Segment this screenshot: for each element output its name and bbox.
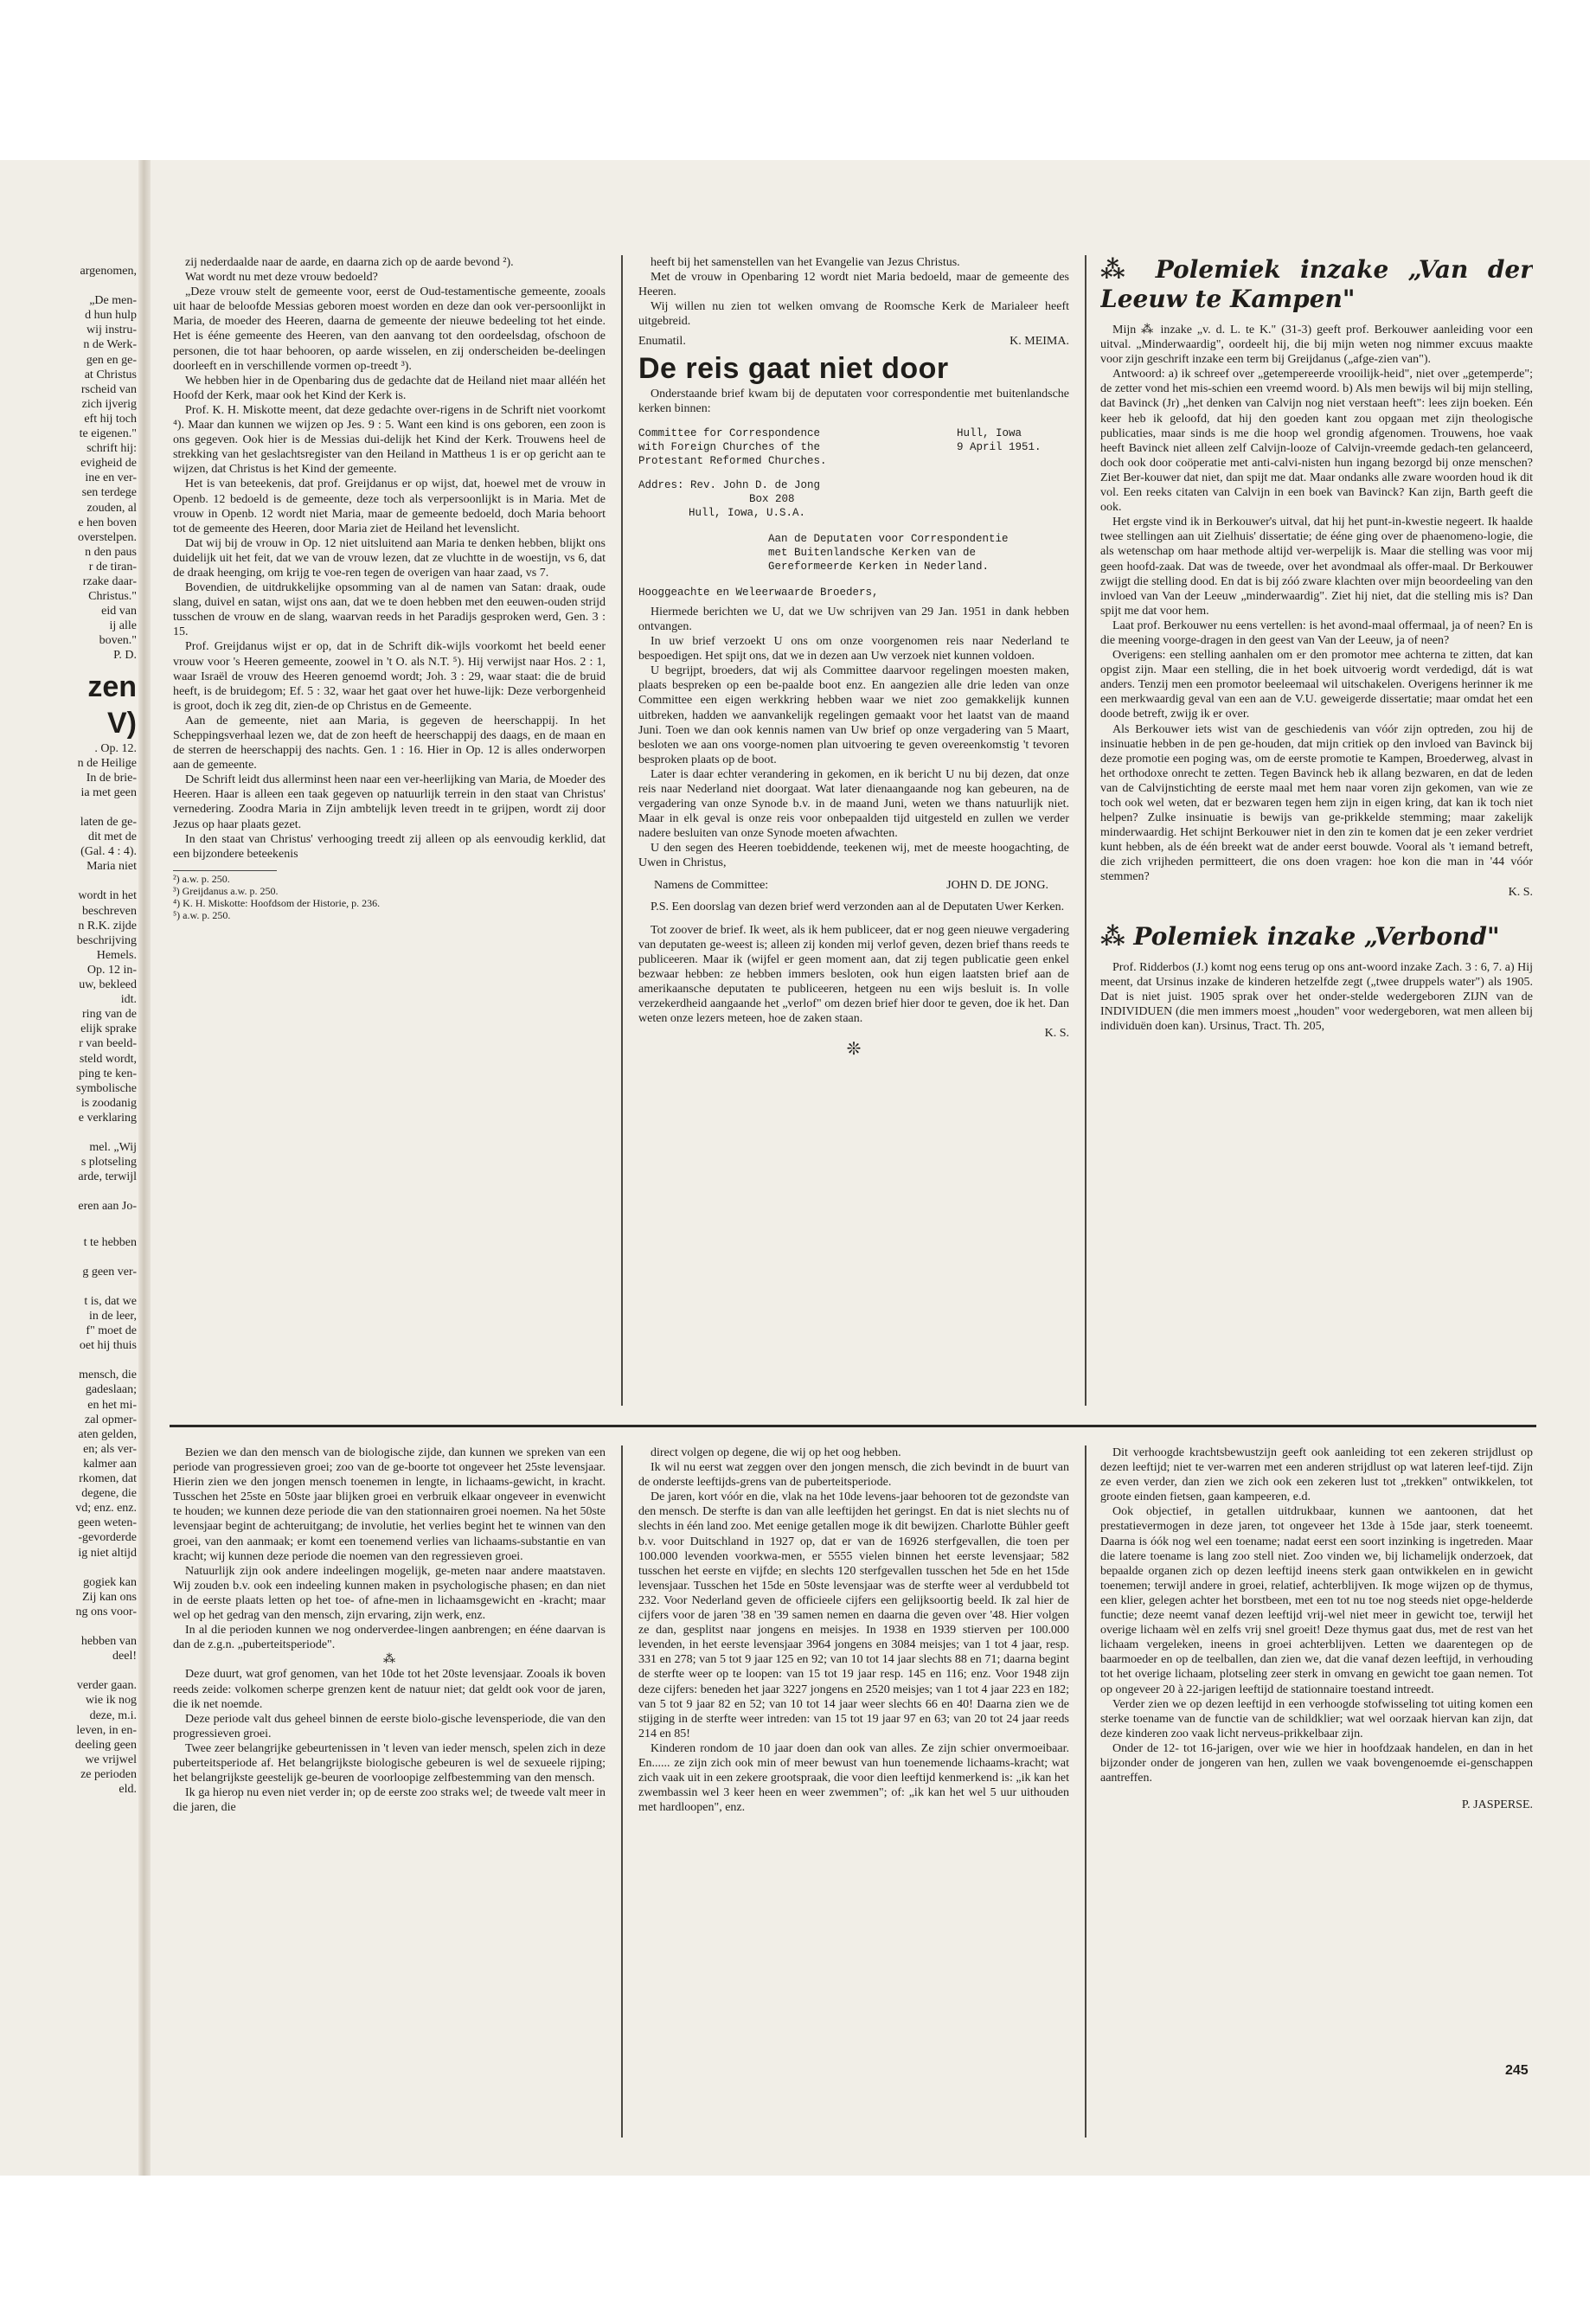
page-gutter xyxy=(138,160,151,2176)
column-rule-4 xyxy=(1085,1445,1086,2138)
fragment-line: argenomen, xyxy=(80,265,137,278)
fragment-line: e hen boven xyxy=(78,516,137,529)
fragment-line: wordt in het xyxy=(78,889,137,903)
paragraph: heeft bij het samenstellen van het Evangelie van Jezus Christus. xyxy=(651,256,960,269)
fragment-line: en; als ver- xyxy=(83,1442,137,1456)
paragraph: We hebben hier in de Openbaring dus de gedachte dat de Heiland niet maar alléén het Hoofd der Kerk, maar ook het Kind der Kerk is. xyxy=(173,374,606,402)
fragment-line: idt. xyxy=(120,993,137,1007)
letter-paragraph: U begrijpt, broeders, dat wij als Committee daarvoor regelingen moesten maken, plaats bespreken op een be-paalde boot enz. En aangezien alle drie leden van onze Committee een eigen werkkring hebben waar we niet zoo gemakkelijk kunnen uitbreken, hadden we aanvankelijk regelingen gemaakt voor het laatst van de maand Juni. Toen we dan ook kennis namen van Uw brief op onze vergadering van 5 Maart, besloten we aan ons voorge-nomen plan uitvoering te geven overeenkomstig 't tevoren besproken plaats op de boot. xyxy=(638,664,1069,766)
polemiek-title-1: ⁂ Polemiek inzake „Van der Leeuw te Kampen" xyxy=(1100,255,1533,313)
paragraph: Ik ga hierop nu even niet verder in; op de eerste zoo straks wel; de tweede valt meer in die jaren, die xyxy=(173,1786,606,1815)
column-maria-article xyxy=(173,255,606,1423)
fragment-line: steld wordt, xyxy=(79,1052,137,1066)
paragraph: Overigens: een stelling aanhalen om er den promotor mee achterna te zitten, dat kan opgist zijn. Maar een stelling, die in het boek uitvoerig wordt verdedigd, dát is wat anders. Tenzij men een promotor beeleemaal wil uitschakelen. Overigens herinner ik me een merkwaardig geval van een aan de V.U. geweigerde dissertatie; maar omdat het een doode betreft, zwijg ik er over. xyxy=(1100,649,1533,721)
fragment-line: elijk sprake xyxy=(80,1022,137,1036)
fragment-line: n R.K. zijde xyxy=(78,919,137,933)
paragraph: zij nederdaalde naar de aarde, en daarna zich op de aarde bevond ²). xyxy=(185,256,514,269)
afterword-signature: K. S. xyxy=(1044,1027,1069,1041)
fragment-line: ij alle xyxy=(109,619,137,633)
paragraph: Het is van beteekenis, dat prof. Greijdanus er op wijst, dat, hoewel met de vrouw in Openb. 12 bedoeld is de gemeente, deze toch als verpersoonlijkt is in Maria. Met de vrouw in Openb. 12 wordt niet Maria, maar de gemeente bedoeld, doch Maria behoort tot de gemeente des Heeren, door Maria ziet de Heiland het levenslicht. xyxy=(173,478,606,535)
paragraph: Bezien we dan den mensch van de biologische zijde, dan kunnen we spreken van een periode van progressieven groei; zoo van de ge-boorte tot ongeveer het 25ste levensjaar. Hierin zien we den jongen mensch toenemen in lengte, in lichaams-gewicht, in kracht. Tusschen het 25ste en 50ste jaar blijken groei en verbruik elkaar ongeveer in evenwicht te houden; we kunnen deze periode die van den stationnairen groei noemen. Na het 50ste levensjaar begint de achteruitgang; de involutie, het verlies begint het te winnen van den groei, van den aanmaak; er komt een toenemend verlies van lichaams-substantie en van kracht; wij kunnen deze periode die noemen van den regressieven groei. xyxy=(173,1446,606,1563)
fragment-line: -gevorderde xyxy=(78,1531,137,1545)
left-fragment-heading-1: zen xyxy=(87,670,137,703)
fragment-line: oet hij thuis xyxy=(79,1339,137,1353)
paragraph: Deze duurt, wat grof genomen, van het 10de tot het 20ste levensjaar. Zooals ik boven reeds zeide: volkomen scherpe grenzen kent de natuur niet; dat geldt ook voor de jaren, die ik net noemde. xyxy=(173,1668,606,1711)
fragment-line: ring van de xyxy=(82,1008,137,1022)
fragment-line: vd; enz. enz. xyxy=(75,1502,137,1516)
fragment-line: „De men- xyxy=(89,294,137,308)
fragment-line: eid van xyxy=(101,605,137,619)
maria-article-end xyxy=(638,255,1069,329)
fragment-line: boven." xyxy=(99,634,137,648)
paragraph: direct volgen op degene, die wij op het oog hebben. xyxy=(651,1446,901,1459)
fragment-line: at Christus xyxy=(84,368,137,381)
polemiek-body-1 xyxy=(1100,323,1533,885)
fragment-line: degene, die xyxy=(81,1487,137,1501)
paragraph: De Schrift leidt dus allerminst heen naar een ver-heerlijking van Maria, de Moeder des Heeren. Haar is alleen een taak gegeven op natuurlijk terrein in den staat van Christus' vernedering. Zoodra Maria in Zijn ambtelijk leven treedt in te grijpen, wordt zij door Jezus op haar plaats gezet. xyxy=(173,773,606,831)
fragment-line: wij instru- xyxy=(87,324,137,337)
fragment-line xyxy=(0,1619,137,1634)
fragment-line: in de leer, xyxy=(88,1310,137,1323)
paragraph: Bovendien, de uitdrukkelijke opsomming van al de namen van Satan: draak, oude slang, duivel en satan, wijst ons aan, dat we te doen hebben met den eeuwen-ouden strijd tusschen de vrouw en de slang, waarvan reeds in het Paradijs gesproken werd, Gen. 3 : 15. xyxy=(173,581,606,639)
paragraph: „Deze vrouw stelt de gemeente voor, eerst de Oud-testamentische gemeente, zooals uit haar de beloofde Messias geboren moest worden en deze dan ook ver-persoonlijkt in Maria, de moeder des Heeren, daarna de gemeente der nieuwe bedeeling tot het einde. Het is ééne gemeente des Heeren, van den aanvang tot den oordeelsdag, ofschoon de personen, die tot haar behooren, op aarde wisselen, en zij onderscheiden be-deelingen doorleeft en in verschillende vormen op-treedt ³). xyxy=(173,285,606,373)
fragment-line: deze, m.i. xyxy=(89,1708,137,1722)
fragment-line: verder gaan. xyxy=(76,1679,137,1693)
fragment-line: Hemels. xyxy=(96,948,137,962)
letter-paragraph: In uw brief verzoekt U ons om onze voorgenomen reis naar Nederland te bespoedigen. Het spijt ons, dat we in dezen aan Uw verzoek niet kunnen voldoen. xyxy=(638,635,1069,663)
paragraph: Prof. K. H. Miskotte meent, dat deze gedachte over-rigens in de Schrift niet voorkomt ⁴). Maar dan kunnen we wijzen op Jes. 9 : 5. Want een kind is ons geboren, een zoon is ons gegeven. Ook hier is de Messias dui-delijk het Kind der Kerk. Trouwens heel de strekking van het geslachtsregister van den Heiland in Mattheus 1 is er op gericht aan te wijzen, dat Christus is het Kind der gemeente. xyxy=(173,403,606,477)
fragment-line: eft hij toch xyxy=(84,412,137,426)
fragment-line: arde, terwijl xyxy=(78,1170,137,1184)
fragment-line: t is, dat we xyxy=(84,1294,137,1308)
paragraph: Als Berkouwer iets wist van de geschiedenis van vóór zijn optreden, zou hij de insinuatie hebben in de pen ge-houden, dat mijn critiek op den invloed van Bavinck bij deze promotie een poging was, om de eerste promotie te Kampen, Broederweg, alvast in het orthodoxe onrecht te zetten. Tegen Bavinck heb ik allang bezwaren, en dat de leden van de Calvijnstichting de eerste maal met hem naar voren zijn gekomen, van wie ze toch ook wel weten, dat er bezwaren tegen hem zijn in eigen kring, dat kan ik toch niet helpen? Zulke insinuatie is bewijs van ge-prikkelde stemming; maar zakelijk minderwaardig. Het schijnt Berkouwer niet in den zin te komen dat je een zeker verdriet kunt hebben, als de één breekt wat de ander eerst bouwde. Vooral als 't iemand betreft, die zich vrijheden permitteert, die ons doen vragen: hoe kon die man in '44 vóór stemmen? xyxy=(1100,722,1533,884)
fragment-line: deeling geen xyxy=(74,1738,137,1752)
fragment-line: rscheid van xyxy=(80,382,137,396)
fragment-line: s plotseling xyxy=(80,1156,137,1170)
polemiek-body-2: Prof. Ridderbos (J.) komt nog eens terug op ons ant-woord inzake Zach. 3 : 6, 7. a) Hij meent, dat Ursinus inzake de kinderen hetzelfde zegt („twee druppels water") als 1905. Dat is niet juist. 1905 sprak over het onder-stelde wedergeboren ZIJN van de INDIVIDUEN (die men immers moest „houden" voor wedergeboren, wat men alleen bij individuën doen kan). Ursinus, Tract. Th. 205, xyxy=(1100,960,1533,1034)
paragraph: In al die perioden kunnen we nog onderverdee-lingen aanbrengen; en ééne daarvan is dan de z.g.n. „puberteitsperiode". xyxy=(173,1624,606,1652)
fragment-line: ze perioden xyxy=(80,1767,137,1781)
paragraph: Dat wij bij de vrouw in Op. 12 niet uitsluitend aan Maria te denken hebben, blijkt ons duidelijk uit het feit, dat we van de vrouw lezen, dat ze vluchtte in de woestijn, vs 6, dat de draak heenging, om krijg te voe-ren tegen de overigen van haar zaad, vs 7. xyxy=(173,536,606,580)
paragraph: Wat wordt nu met deze vrouw bedoeld? xyxy=(185,271,378,285)
paragraph: Ik wil nu eerst wat zeggen over den jongen mensch, die zich bevindt in de buurt van de onderste leeftijds-grens van de puberteitsperiode. xyxy=(638,1461,1069,1490)
fragment-line: hebben van xyxy=(80,1635,137,1649)
footnote: ⁵) a.w. p. 250. xyxy=(173,908,231,921)
fragment-line: gen en ge- xyxy=(86,353,137,367)
fragment-line: ia met geen xyxy=(80,785,137,799)
fragment-line xyxy=(0,1279,137,1294)
fragment-line: we vrijwel xyxy=(85,1753,137,1766)
fragment-line: zouden, al xyxy=(87,501,137,515)
column-rule-2 xyxy=(1085,255,1086,1406)
paragraph: Verder zien we op dezen leeftijd in een verhoogde stofwisseling tot uiting komen een sterke toename van de functie van de schildklier; wat wel oorzaak hiervan kan zijn, dat deze kinderen zoo vaak licht nerveus-prikkelbaar zijn. xyxy=(1100,1697,1533,1740)
fragment-line: t te hebben xyxy=(83,1235,137,1249)
maria-article-body xyxy=(173,255,606,862)
fragment-line: en het mi- xyxy=(87,1398,137,1412)
fragment-line: symbolische xyxy=(76,1081,137,1095)
fragment-line: sen terdege xyxy=(81,486,137,500)
fragment-line: Christus." xyxy=(88,590,137,604)
left-page-fragment xyxy=(0,160,137,2176)
fragment-line: dit met de xyxy=(88,830,137,844)
column-rule-3 xyxy=(621,1445,623,2138)
paragraph: Twee zeer belangrijke gebeurtenissen in 't leven van ieder mensch, spelen zich in deze puberteitsperiode af. Het belangrijkste biologische gebeuren is wel de sexueele rijping; het belangrijkste geestelijk ge-beuren de voorloopige zelfbestemming van den mensch. xyxy=(173,1741,606,1785)
fragment-line: schrift hij: xyxy=(87,442,137,456)
fragment-line: gadeslaan; xyxy=(85,1383,137,1397)
fragment-line xyxy=(0,1353,137,1368)
fragment-line: d hun hulp xyxy=(85,309,137,323)
left-fragment-bottom xyxy=(0,1235,137,1798)
meima-signoff xyxy=(638,334,1069,349)
fragment-line: ping te ken- xyxy=(79,1067,137,1080)
polemiek-signature-1: K. S. xyxy=(1508,885,1533,899)
letter-header: Committee for Correspondence Hull, Iowa with Foreign Churches of the 9 April 1951. Protestant Reformed Churches. Addres: Rev. John D. de Jong Box 208 Hull, Iowa, U.S.A. Aan de Deputaten voor Correspondentie met Buitenlandsche Kerken van de Gereformeerde Kerken in Nederland. Hooggeachte en Weleerwaarde Broeders, xyxy=(638,426,1042,599)
fragment-line xyxy=(0,1125,137,1140)
jasperse-signature: P. JASPERSE. xyxy=(1461,1798,1533,1812)
author-signature: K. MEIMA. xyxy=(1010,335,1069,349)
fragment-line: e verklaring xyxy=(78,1111,137,1125)
fragment-line: mel. „Wij xyxy=(89,1141,137,1155)
fragment-line: eld. xyxy=(119,1783,137,1796)
paragraph: Aan de gemeente, niet aan Maria, is gegeven de heerschappij. In het Scheppingsverhaal lezen we, dat de zon heeft de heerschappij des daags, en de maan en de sterren de heerschappij des nachts. Gen. 1 : 16. Hier in Op. 12 is alles onderworpen aan de gemeente. xyxy=(173,714,606,772)
paragraph: Ook objectief, in getallen uitdrukbaar, kunnen we aantoonen, dat het prestatievermogen in deze jaren, tot ongeveer het 13de à 15de jaar, sterk toeneemt. Daarna is óók nog wel een toename; nadat eerst een soort inzinking is ingetreden. Maar die latere toename is lang zoo stell niet. Zoo vinden we, bij lichamelijk onderzoek, dat bepaalde organen zich op dezen leeftijd ineens sterk gaan ontwikkelen en in gewicht toenemen; terwijl andere in groei, relatief, achterblijven. Ik moge wijzen op de thymus, een klier, gelegen achter het borstbeen, met een tot nu toe nog steeds niet opge-helderde functie; deze neemt vanaf dezen leeftijd vrij-wel niet meer in gewicht toe, terwijl het overige lichaam wèl en zelfs vrij snel groeit! Deze thymus gaat dus, met de rest van het lichaam vergeleken, ineens in groei achterblijven. Letten we daarentegen op de baarmoeder en op de teelballen, dan zien we, dat die vanaf dezen leeftijd, in verhouding tot het overige lichaam, plotseling zeer sterk in omvang en gewicht toe gaan nemen. Tot op ongeveer 20 à 22-jarigen leeftijd de stationnaire toestand intreedt. xyxy=(1100,1505,1533,1696)
fragment-line: uw, bekleed xyxy=(79,978,137,992)
paragraph: Antwoord: a) ik schreef over „getempereerde vrooilijk-heid", niet over „getemperde"; de zetter vond het mis-schien een vreemd woord. b) Als men bewijs wil bij mijn stelling, dat Bavinck (Jr) „het denken van Calvijn nog niet verstaan heeft": lees zijn boeken. Eén keer heb ik geloofd, dat hij den goeden kant zou opgaan met zijn theologische publicaties, maar sinds is me die hoop wel grondig afgenomen. Trouwens, hoe vaak heeft Bavinck niet alleen zelf Calvijn-looze of Calvijn-vreemde gedach-ten gelanceerd, doch ook door coöperatie met anti-calvi-nisten hun ingang bezorgd bij onze menschen? Ziet Ber-kouwer dat niet, dan spijt me dat. Maar ondanks alle zware woorden houd ik dit vol. Een reeks citaten van Calvijn in een boek van Bavinck? Kan zijn, Barth geeft die ook. xyxy=(1100,368,1533,515)
paragraph: Kinderen rondom de 10 jaar doen dan ook van alles. Ze zijn schier onvermoeibaar. En...... ze zijn zich ook min of meer bewust van hun toenemende lichaams-kracht; wat zich vaak uit in een zekere grootspraak, die voor dien leeftijd kenmerkend is: „ik kan het zwembassin wel 3 keer heen en weer zwemmen"; of: „ik kan het wel 5 uur uithouden met hardloopen", enz. xyxy=(638,1741,1069,1815)
fragment-line: zal opmer- xyxy=(85,1413,137,1426)
fragment-line: deel! xyxy=(112,1650,137,1663)
fragment-line: r van beeld- xyxy=(79,1037,137,1051)
left-fragment-middle xyxy=(0,741,137,1215)
footnotes xyxy=(173,870,381,921)
bottom-column-1 xyxy=(173,1445,606,2155)
fragment-line: r de tiran- xyxy=(88,560,137,574)
fragment-line: wie ik nog xyxy=(85,1694,137,1708)
paragraph: Met de vrouw in Openbaring 12 wordt niet Maria bedoeld, maar de gemeente des Heeren. xyxy=(638,271,1069,299)
fragment-line: kalmer aan xyxy=(83,1457,137,1471)
paragraph: Prof. Greijdanus wijst er op, dat in de Schrift dik-wijls voorkomt het beeld eener vrouw voor 's Heeren gemeente, zoowel in 't O. als N.T. ⁵). Hij verwijst naar Hos. 2 : 1, waar Israël de vrouw des Heeren genoemd wordt; Joh. 3 : 29, waar staat: die de bruid heeft, is de bruidegom; Ef. 5 : 32, waar het gaat over het huwe-lijk: Deze verborgenheid is groot, doch ik zeg dit, zien-de op Christus en de Gemeente. xyxy=(173,640,606,713)
paragraph: ⁂ xyxy=(383,1653,395,1667)
footnote: ²) a.w. p. 250. xyxy=(173,872,230,885)
newspaper-page xyxy=(0,160,1590,2176)
column-rule-1 xyxy=(621,255,623,1406)
footnote: ³) Greijdanus a.w. p. 250. xyxy=(173,884,279,897)
committee-signoff: Namens de Committee: JOHN D. DE JONG. xyxy=(654,878,1048,892)
fragment-line: beschrijving xyxy=(76,933,137,947)
fragment-line xyxy=(0,1561,137,1575)
letter-paragraph: Later is daar echter verandering in gekomen, en ik bericht U nu bij dezen, dat onze reis naar Nederland niet doorgaat. Wat later dienaangaande nog kan gebeuren, na de vergadering van onze Synode b.v. in de maand Juni, weten we thans natuurlijk niet. Maar in elk geval is onze reis voor onbepaalden tijd uitgesteld en zullen we verder nadere besluiten van onze Synode moeten afwachten. xyxy=(638,767,1069,841)
fragment-line: P. D. xyxy=(113,649,137,663)
footnote: ⁴) K. H. Miskotte: Hoofdsom der Historie, p. 236. xyxy=(173,896,381,909)
fragment-line: ine en ver- xyxy=(85,471,137,485)
fragment-line xyxy=(0,800,137,815)
reis-lead: Onderstaande brief kwam bij de deputaten voor correspondentie met buitenlandsche kerken binnen: xyxy=(638,387,1069,415)
headline-reis: De reis gaat niet door xyxy=(638,351,949,385)
fragment-line: te eigenen." xyxy=(79,427,137,441)
letter-paragraph: Hiermede berichten we U, dat we Uw schrijven van 29 Jan. 1951 in dank hebben ontvangen. xyxy=(638,605,1069,633)
paragraph: Laat prof. Berkouwer nu eens vertellen: is het avond-maal offermaal, ja of neen? En is die meening voorge-dragen in den geest van Van der Leeuw, ja of neen? xyxy=(1100,619,1533,647)
paragraph: Dit verhoogde krachtsbewustzijn geeft ook aanleiding tot een zekeren strijdlust op dezen leeftijd; niet te ver-warren met een anderen strijdlust op wat lateren leef-tijd. Zijn ze even verder, dan zien we zich ook een zekeren lust tot „trekken" ontwikkelen, tot groote einden fietsen, gaan kampeeren, e.d. xyxy=(1100,1446,1533,1504)
fragment-line: leven, in en- xyxy=(76,1723,137,1737)
fragment-line: zich ijverig xyxy=(81,397,137,411)
fragment-line: is zoodanig xyxy=(80,1096,137,1110)
paragraph: Het ergste vind ik in Berkouwer's uitval, dat hij het punt-in-kwestie negeert. Ik haalde twee stellingen aan uit Zielhuis' dissertatie; de ééne ging over de phaenomeno-logie, die als wetenschap om haar methode altijd ver-werpelijk is. Maar die stelling was voor mij geen hoofd-zaak. Dat was de tweede, over het avondmaal als offer-maal. Dr Berkouwer zwijgt die stelling dood. En dat is bij zóó zware klachten over mijn beoordeeling van den invloed van Van der Leeuw „minderwaardig". Ziet hij niet, dat die stelling mis is? Dan spijt me dat voor hem. xyxy=(1100,516,1533,618)
paragraph: In den staat van Christus' verhooging treedt zij alleen op als eenvoudig kerklid, dat een bijzondere beteekenis xyxy=(173,832,606,861)
letter-paragraph: U den segen des Heeren toebiddende, teekenen wij, met de meeste hoogachting, de Uwen in Christus, xyxy=(638,842,1069,870)
fragment-line: (Gal. 4 : 4). xyxy=(80,845,137,859)
polemiek-title-2: ⁂ Polemiek inzake „Verbond" xyxy=(1100,921,1500,951)
fragment-line: n den paus xyxy=(85,545,137,559)
letter-postscript: P.S. Een doorslag van dezen brief werd verzonden aan al de Deputaten Uwer Kerken. xyxy=(651,900,1065,913)
fragment-line: . Op. 12. xyxy=(94,741,137,755)
fragment-line: n de Werk- xyxy=(83,338,137,352)
fragment-line: rkomen, dat xyxy=(79,1472,137,1486)
paragraph: Deze periode valt dus geheel binnen de eerste biolo-gische levensperiode, die van den progressieven groei. xyxy=(173,1712,606,1740)
fragment-line xyxy=(0,1250,137,1265)
fragment-line: eren aan Jo- xyxy=(78,1200,137,1214)
fragment-line: geen weten- xyxy=(77,1516,137,1530)
paragraph: Mijn ⁂ inzake „v. d. L. te K." (31-3) geeft prof. Berkouwer aanleiding voor een uitval. „Minderwaardig", oordeelt hij, die bij mijn weten nog nimmer excuus maakte voor zijn geschrift inzake een term bij Greijdanus („afge-zien van"). xyxy=(1100,324,1533,367)
left-fragment-top xyxy=(0,264,137,663)
section-divider xyxy=(170,1425,1536,1427)
fragment-line: n de Heilige xyxy=(77,756,137,770)
fragment-line xyxy=(0,1184,137,1199)
fragment-line: f" moet de xyxy=(86,1324,137,1338)
fragment-line: Zij kan ons xyxy=(82,1590,137,1604)
left-fragment-heading-2: V) xyxy=(107,706,137,740)
fragment-line: aten gelden, xyxy=(78,1427,137,1441)
fragment-line: Op. 12 in- xyxy=(87,963,137,977)
fragment-line xyxy=(0,1663,137,1678)
fragment-line: laten de ge- xyxy=(80,816,137,829)
place-name: Enumatil. xyxy=(638,335,686,349)
letter-body xyxy=(638,605,1069,871)
fragment-line: mensch, die xyxy=(79,1368,137,1382)
fragment-line: Maria niet xyxy=(87,860,137,874)
fragment-line: gogiek kan xyxy=(83,1575,137,1589)
fragment-line: rzake daar- xyxy=(82,574,137,588)
page-number: 245 xyxy=(1505,2063,1529,2078)
paragraph: Wij willen nu zien tot welken omvang de Roomsche Kerk de Marialeer heeft uitgebreid. xyxy=(638,300,1069,329)
fragment-line: ig niet altijd xyxy=(78,1546,137,1560)
fragment-line: In de brie- xyxy=(86,771,137,785)
fragment-line: g geen ver- xyxy=(82,1265,137,1279)
fragment-line xyxy=(0,874,137,888)
fragment-line: evigheid de xyxy=(80,457,137,471)
bottom-column-3 xyxy=(1100,1445,1533,2155)
fragment-line: ng ons voor- xyxy=(75,1605,137,1618)
section-ornament: ❊ xyxy=(846,1040,862,1060)
fragment-line: overstelpen. xyxy=(77,530,137,544)
paragraph: De jaren, kort vóór en die, vlak na het 10de levens-jaar behooren tot de gezondste van den mensch. De sterfte is dan van alle leeftijden het geringst. En dat is niet slechts nu of slechts in één land zoo. Met eenige getallen moge ik dit bewijzen. Charlotte Bühler geeft b.v. voor Duitschland in 1927 op, dat er van de 16926 sterfgevallen, die toen per 100.000 levenden voorkwa-men, er 5555 vielen binnen het eerste levensjaar; 582 tusschen het eerste en vijfde; en slechts 120 sterfgevallen tusschen het 5de en het 15de levensjaar. Tusschen het 15de en 50ste levensjaar was de sterfte weer al verdubbeld tot 232. Voor Nederland geven de officieele cijfers een gelijksoortig beeld. Ik zal hier de cijfers voor de jaren '38 en '39 samen nemen en daarna die geven over '48. Hier volgen ze dan, gesplitst naar jongens en meisjes. In 1938 en 1939 stierven per 100.000 levenden, in het eerste levensjaar 3964 jongens en 3084 meisjes; van 1 tot 4 jaar, resp. 331 en 278; van 5 tot 9 jaar 125 en 92; van 10 tot 14 jaar slechts 88 en 71; daarna begint de sterfte weer op te loopen: van 15 tot 19 jaar resp. 145 en 116; enz. Voor 1948 zijn deze cijfers: beneden het jaar 3227 jongens en 2520 meisjes; van 1 tot 4 jaar 223 en 182; van 5 tot 9 jaar 82 en 52; van 10 tot 14 jaar weer slechts 66 en 40! Daarna zien we de stijging in de sterfte weer intreden: van 15 tot 19 jaar 97 en 63; van 20 tot 24 jaar reeds 214 en 85! xyxy=(638,1490,1069,1740)
bottom-column-2 xyxy=(638,1445,1069,2155)
column-polemiek xyxy=(1100,255,1533,1423)
column-reis-article xyxy=(638,255,1069,1423)
fragment-line: beschreven xyxy=(82,904,137,918)
fragment-line xyxy=(0,279,137,293)
paragraph: Natuurlijk zijn ook andere indeelingen mogelijk, ge-meten naar andere maatstaven. Wij zouden b.v. ook een indeeling kunnen maken in psychologische phasen; en dan niet in de eerste plaats letten op het toe- of afne-men in lichaamsgewicht en -kracht; maar wel op het gedrag van den mensch, zijn ervaring, zijn werk, enz. xyxy=(173,1564,606,1623)
paragraph: Onder de 12- tot 16-jarigen, over wie we hier in hoofdzaak handelen, en dan in het bijzonder onder de jongeren van hen, zullen we vaak bovengenoemde ei-genschappen aantreffen. xyxy=(1100,1741,1533,1785)
editor-afterword: Tot zoover de brief. Ik weet, als ik hem publiceer, dat er nog geen nieuwe vergadering van deputaten ge-weest is; alleen zij konden mij verlof geven, dezen brief thans reeds te publiceeren. Maar ik (wijfel er geen moment aan, dat zij tegen publicatie geen enkel bezwaar hebben: ze hebben immers besloten, ook hun eigen laatsten brief aan de amerikaansche deputaten te publiceeren, hetgeen nu een wijs besluit is. In volle verzekerdheid aangaande het „verlof" om dezen brief hier door te geven, doe ik het. Dan weten onze lezers meteen, hoe de zaken staan. xyxy=(638,923,1069,1026)
